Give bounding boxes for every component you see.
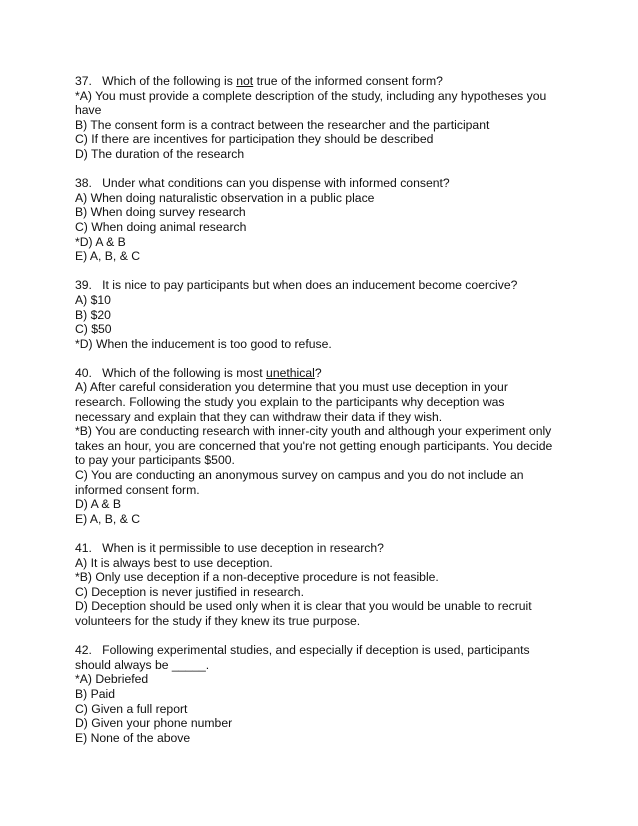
answer-option-c: C) Deception is never justified in research. bbox=[75, 584, 304, 599]
question-number: 40. bbox=[75, 365, 92, 380]
question-stem: 39. It is nice to pay participants but when does an inducement become coercive? bbox=[75, 278, 518, 293]
question-number: 42. bbox=[75, 643, 92, 658]
question-42 bbox=[75, 643, 575, 745]
answer-option-d: *D) A & B bbox=[75, 234, 126, 249]
answer-option-a: *A) Debriefed bbox=[75, 672, 149, 687]
document-page bbox=[75, 74, 575, 760]
answer-option-c: C) If there are incentives for participation they should be described bbox=[75, 132, 434, 147]
question-40 bbox=[75, 366, 575, 527]
answer-option-b: B) $20 bbox=[75, 307, 111, 322]
emphasized-word: unethical bbox=[266, 365, 315, 380]
answer-option-a: A) When doing naturalistic observation in a public place bbox=[75, 190, 375, 205]
question-number: 38. bbox=[75, 176, 92, 191]
question-41 bbox=[75, 541, 575, 629]
question-stem: 38. Under what conditions can you dispense with informed consent? bbox=[75, 176, 450, 191]
question-stem: 42. Following experimental studies, and especially if deception is used, participants should always be _____. bbox=[75, 643, 530, 672]
answer-option-a: *A) You must provide a complete description of the study, including any hypotheses you have bbox=[75, 88, 547, 118]
answer-option-b: B) The consent form is a contract between the researcher and the participant bbox=[75, 117, 490, 132]
answer-option-d: D) A & B bbox=[75, 497, 122, 512]
answer-option-a: A) It is always best to use deception. bbox=[75, 555, 273, 570]
question-number: 37. bbox=[75, 74, 92, 88]
answer-option-c: C) Given a full report bbox=[75, 701, 188, 716]
answer-option-c: C) $50 bbox=[75, 322, 112, 337]
answer-option-d: D) Given your phone number bbox=[75, 716, 233, 731]
answer-option-d: D) Deception should be used only when it is clear that you would be unable to recruit volunteers for the study if they knew its true purpose. bbox=[75, 599, 532, 628]
question-number: 41. bbox=[75, 541, 92, 555]
question-37 bbox=[75, 74, 575, 162]
question-stem: 40. Which of the following is most unethical? bbox=[75, 365, 322, 380]
answer-option-e: E) None of the above bbox=[75, 730, 191, 745]
answer-option-c: C) When doing animal research bbox=[75, 219, 247, 234]
answer-option-e: E) A, B, & C bbox=[75, 511, 141, 526]
answer-option-a: A) $10 bbox=[75, 292, 111, 307]
answer-option-b: *B) Only use deception if a non-deceptive procedure is not feasible. bbox=[75, 570, 439, 585]
answer-option-c: C) You are conducting an anonymous survey on campus and you do not include an informed consent form. bbox=[75, 468, 524, 497]
answer-option-b: B) Paid bbox=[75, 686, 115, 701]
answer-option-b: *B) You are conducting research with inner-city youth and although your experiment only takes an hour, you are concerned that you're not getting enough participants. You decide to pay your participants $500. bbox=[75, 424, 553, 468]
answer-option-b: B) When doing survey research bbox=[75, 205, 246, 220]
emphasized-word: not bbox=[236, 74, 254, 88]
answer-option-d: *D) When the inducement is too good to refuse. bbox=[75, 336, 332, 351]
question-stem: 37. Which of the following is not true of the informed consent form? bbox=[75, 74, 443, 88]
answer-option-d: D) The duration of the research bbox=[75, 146, 245, 161]
answer-option-e: E) A, B, & C bbox=[75, 249, 141, 264]
question-38 bbox=[75, 176, 575, 264]
question-number: 39. bbox=[75, 278, 92, 293]
question-stem: 41. When is it permissible to use deception in research? bbox=[75, 541, 384, 555]
question-39 bbox=[75, 278, 575, 351]
answer-option-a: A) After careful consideration you determine that you must use deception in your research. Following the study you explain to the participants why deception was necessary and explain that they can withdraw their data if they wish. bbox=[75, 380, 508, 424]
